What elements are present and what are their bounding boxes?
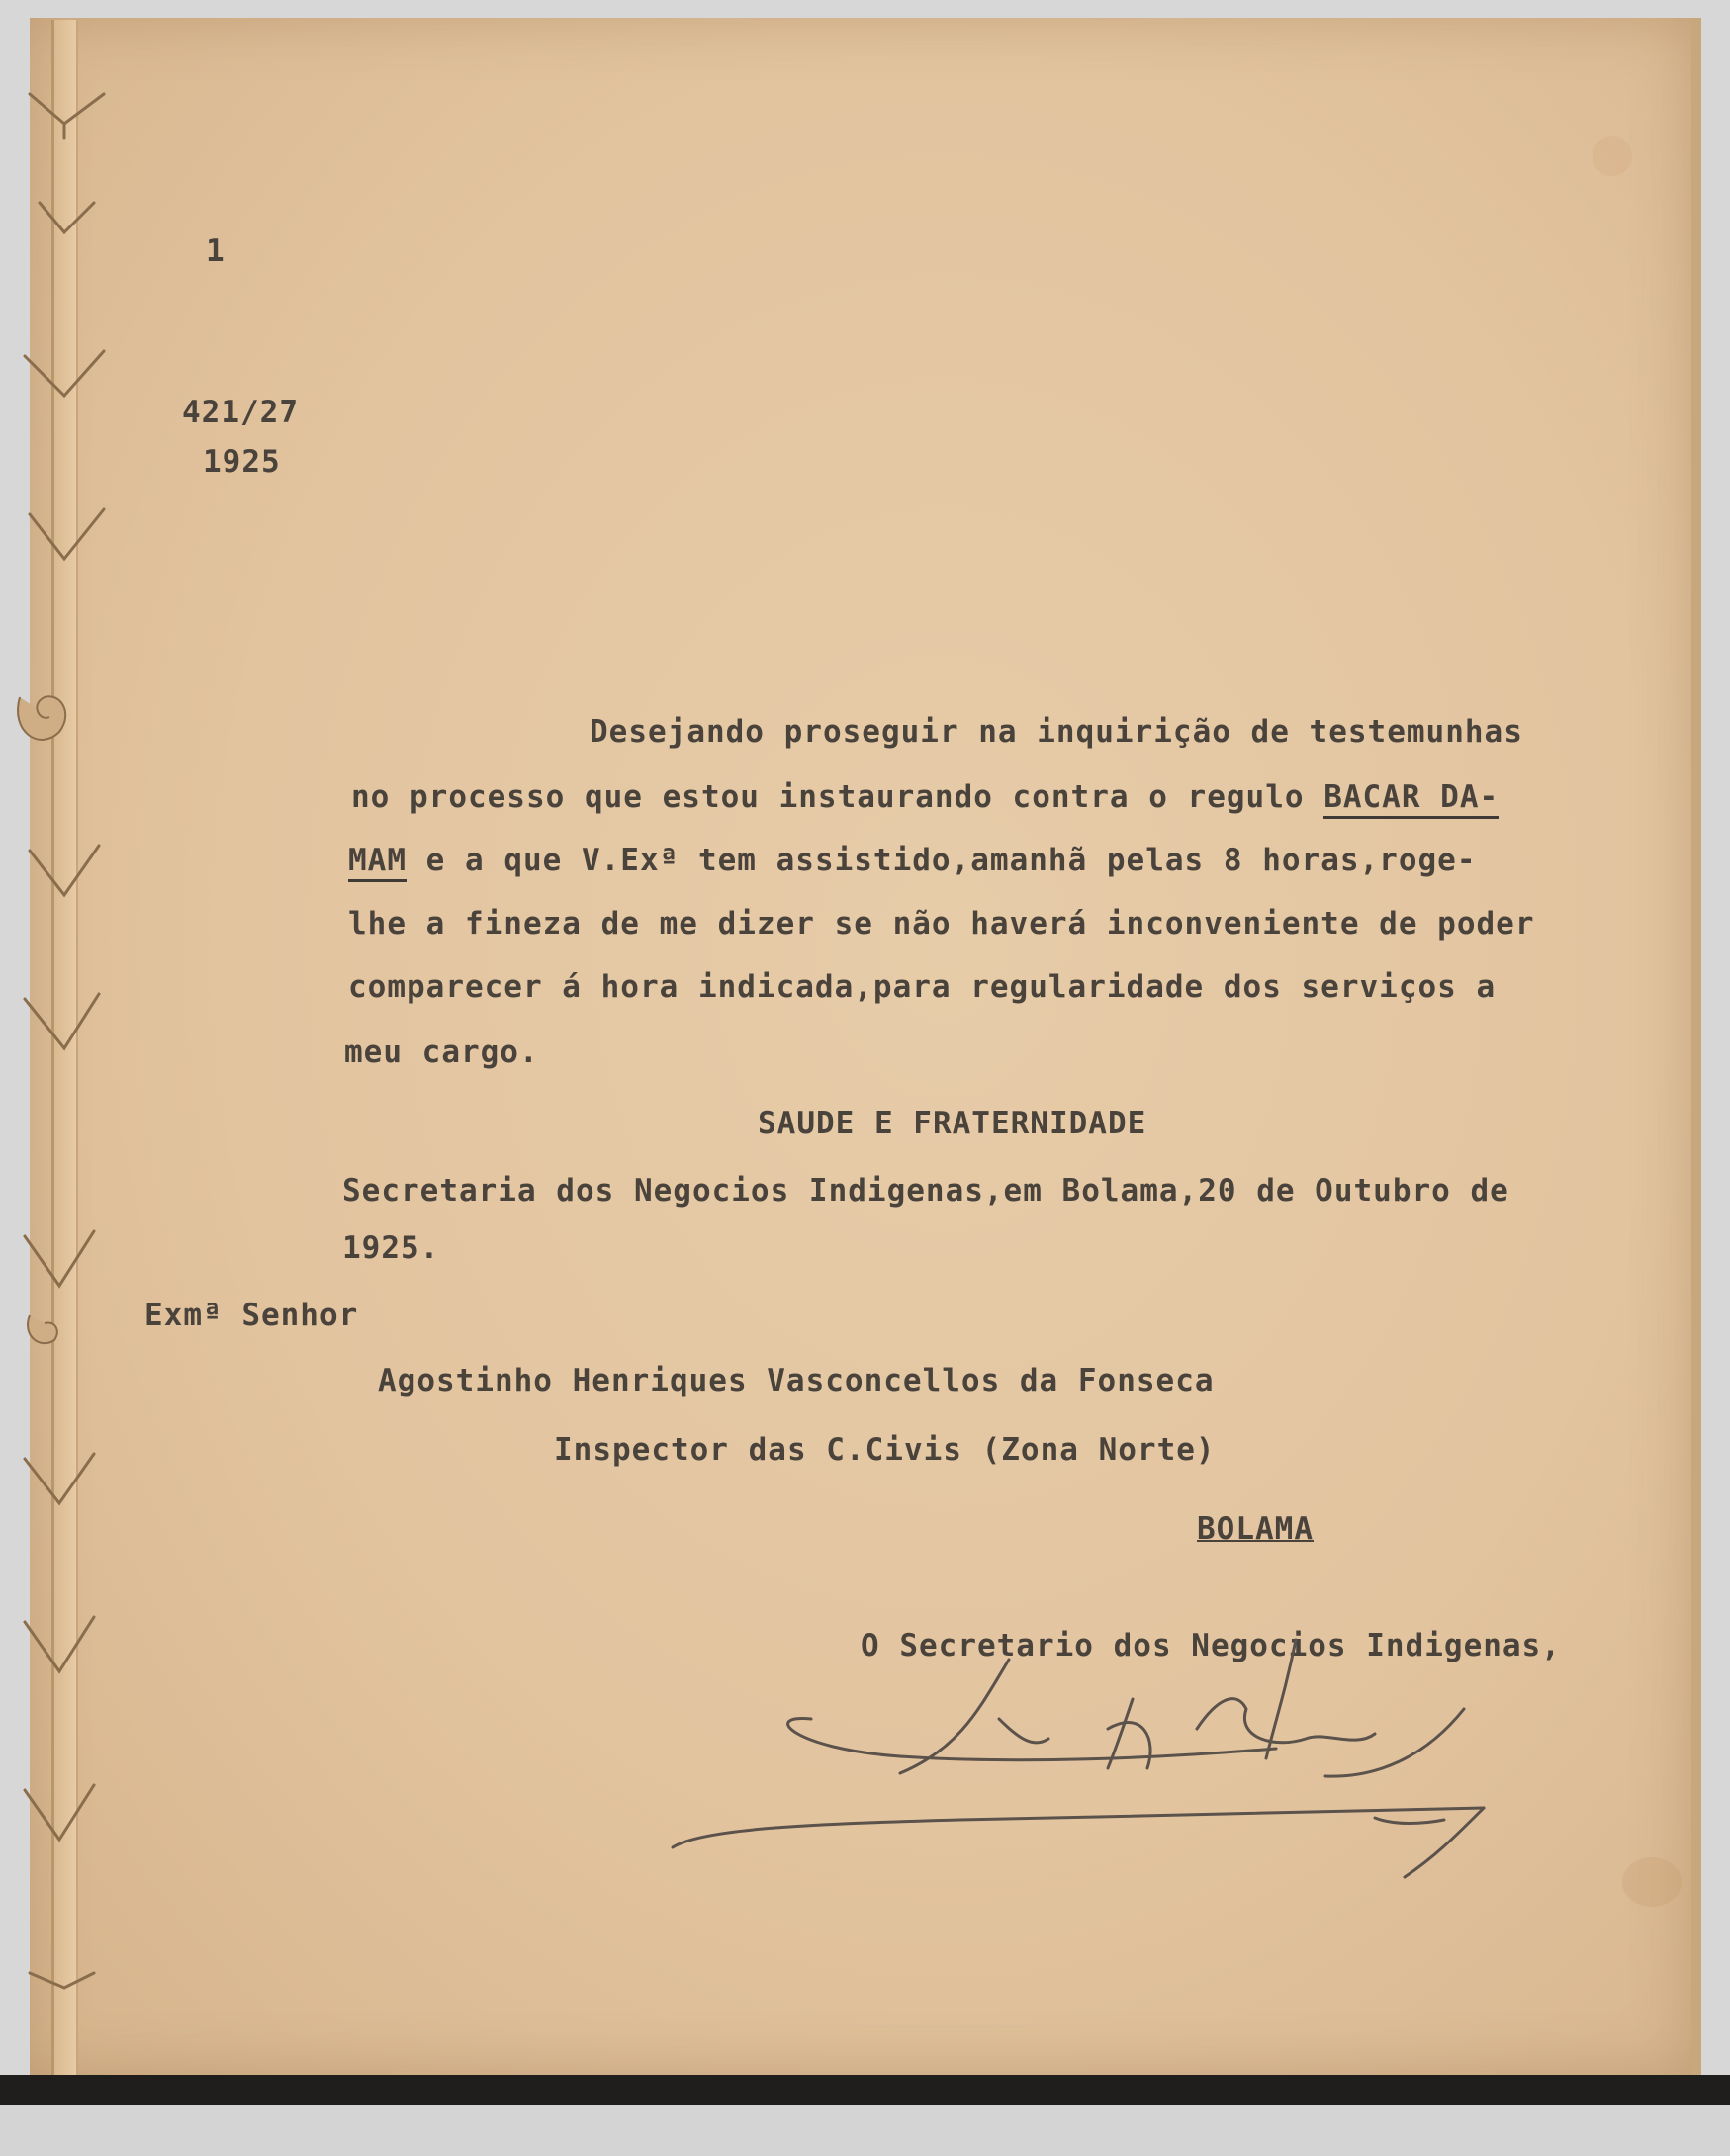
- signatory-title: O Secretario dos Negocios Indigenas,: [861, 1628, 1561, 1663]
- handwritten-signature: [643, 1600, 1533, 1897]
- place-date-line: Secretaria dos Negocios Indigenas,em Bolama,20 de Outubro de: [342, 1173, 1509, 1209]
- reference-number: 421/27: [182, 395, 299, 430]
- paper-sheet: [30, 18, 1701, 2075]
- underlined-name: MAM: [348, 843, 407, 882]
- body-line: comparecer á hora indicada,para regularidade dos serviços a: [348, 969, 1497, 1005]
- body-line: [351, 779, 1499, 815]
- body-line: [348, 843, 1477, 878]
- body-line-text: e a que V.Exª tem assistido,amanhã pelas 8 horas,roge-: [425, 843, 1477, 878]
- underlined-name: BACAR DA-: [1323, 779, 1499, 819]
- body-line: Desejando proseguir na inquirição de testemunhas: [590, 714, 1523, 750]
- addressee-name: Agostinho Henriques Vasconcellos da Fonseca: [378, 1363, 1215, 1398]
- addressee-position: Inspector das C.Civis (Zona Norte): [554, 1432, 1216, 1468]
- book-cover-edge: [0, 2075, 1730, 2105]
- body-line: lhe a fineza de me dizer se não haverá inconveniente de poder: [348, 906, 1535, 942]
- place-date-line: 1925.: [342, 1230, 440, 1266]
- addressee-title: Exmª Senhor: [144, 1298, 359, 1333]
- scanner-background: [0, 2105, 1730, 2156]
- paper-stain: [1622, 1857, 1682, 1907]
- body-line: meu cargo.: [344, 1034, 539, 1070]
- body-line-text: no processo que estou instaurando contra o regulo: [351, 779, 1305, 815]
- salutation: SAUDE E FRATERNIDADE: [758, 1106, 1147, 1141]
- binding-stitches: [0, 0, 138, 2077]
- page-number: 1: [206, 233, 226, 269]
- reference-year: 1925: [203, 444, 281, 480]
- paper-stain: [1593, 136, 1632, 176]
- addressee-city: BOLAMA: [1197, 1511, 1314, 1547]
